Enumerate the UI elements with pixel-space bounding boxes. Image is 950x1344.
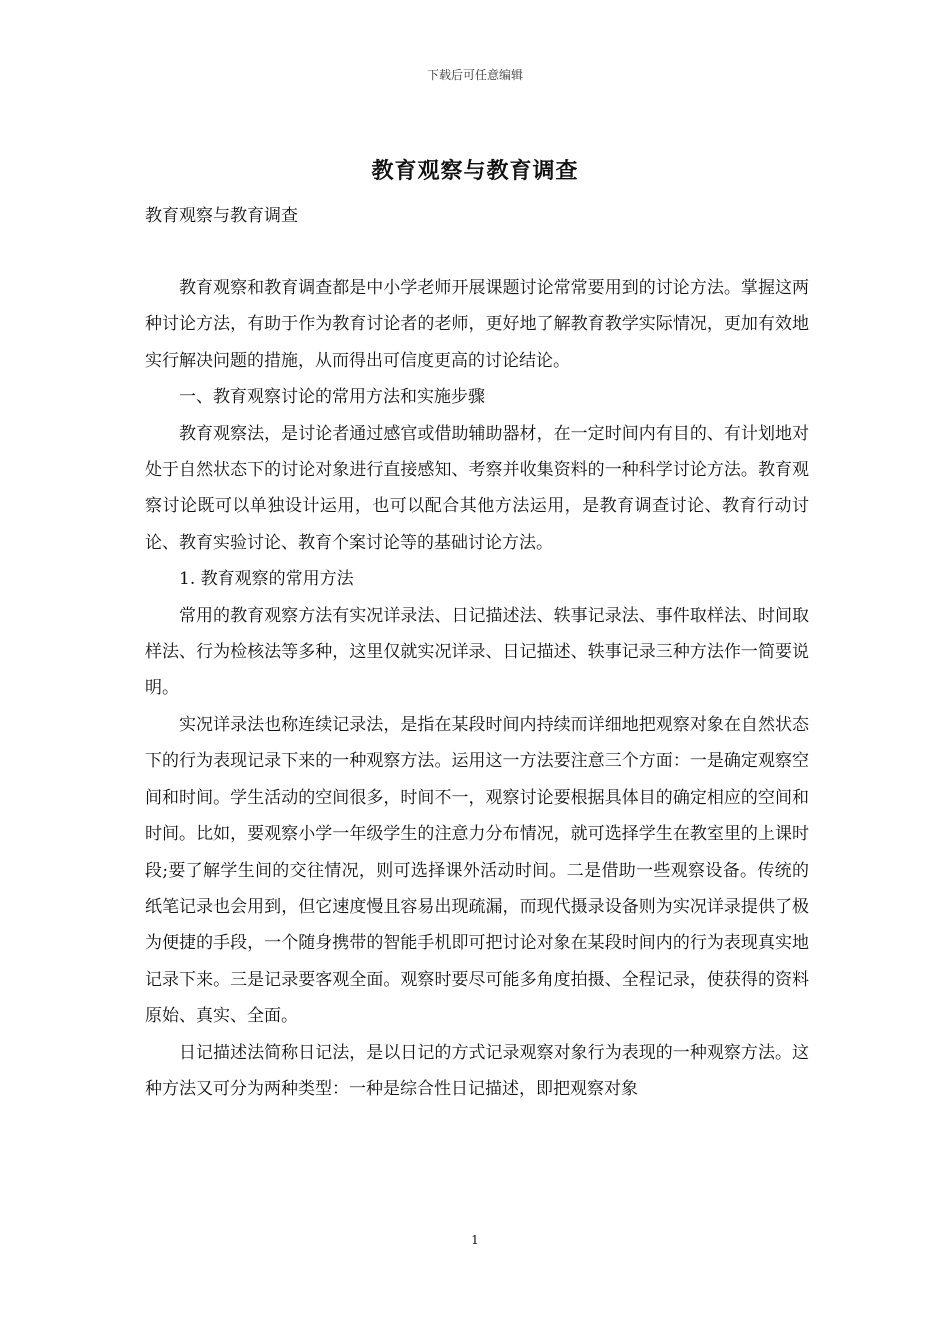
- section-heading: 一、教育观察讨论的常用方法和实施步骤: [179, 387, 485, 408]
- document-title: 教育观察与教育调查: [371, 158, 579, 184]
- page-number: 1: [471, 1233, 479, 1247]
- document-subtitle: 教育观察与教育调查: [145, 206, 298, 226]
- paragraph: 实况详录法也称连续记录法，是指在某段时间内持续而详细地把观察对象在自然状态下的行为表现记录下来的一种观察方法。运用这一方法要注意三个方面：一是确定观察空间和时间。学生活动的空间很多，时间不一，观察讨论要根据具体目的确定相应的空间和时间。比如，要观察小学一年级学生的注意力分布情况，就可选择学生在教室里的上课时段;要了解学生间的交往情况，则可选择课外活动时间。二是借助一些观察设备。传统的纸笔记录也会用到，但它速度慢且容易出现疏漏，而现代摄录设备则为实况详录提供了极为便捷的手段，一个随身携带的智能手机即可把讨论对象在某段时间内的行为表现真实地记录下来。三是记录要客观全面。观察时要尽可能多角度拍摄、全程记录，使获得的资料原始、真实、全面。: [145, 714, 809, 1027]
- paragraph: 教育观察和教育调查都是中小学老师开展课题讨论常常要用到的讨论方法。掌握这两种讨论方法，有助于作为教育讨论者的老师，更好地了解教育教学实际情况，更加有效地实行解决问题的措施，从而得出可信度更高的讨论结论。: [145, 278, 809, 371]
- paragraph: 常用的教育观察方法有实况详录法、日记描述法、轶事记录法、事件取样法、时间取样法、行为检核法等多种，这里仅就实况详录、日记描述、轶事记录三种方法作一简要说明。: [145, 605, 809, 699]
- subsection-heading: 1. 教育观察的常用方法: [179, 569, 354, 590]
- page-header: 下载后可任意编辑: [426, 68, 523, 82]
- document-body: [145, 270, 809, 1107]
- paragraph: 教育观察法，是讨论者通过感官或借助辅助器材，在一定时间内有目的、有计划地对处于自然状态下的讨论对象进行直接感知、考察并收集资料的一种科学讨论方法。教育观察讨论既可以单独设计运用，也可以配合其他方法运用，是教育调查讨论、教育行动讨论、教育实验讨论、教育个案讨论等的基础讨论方法。: [145, 423, 809, 553]
- paragraph: 日记描述法简称日记法，是以日记的方式记录观察对象行为表现的一种观察方法。这种方法又可分为两种类型：一种是综合性日记描述，即把观察对象: [145, 1042, 809, 1099]
